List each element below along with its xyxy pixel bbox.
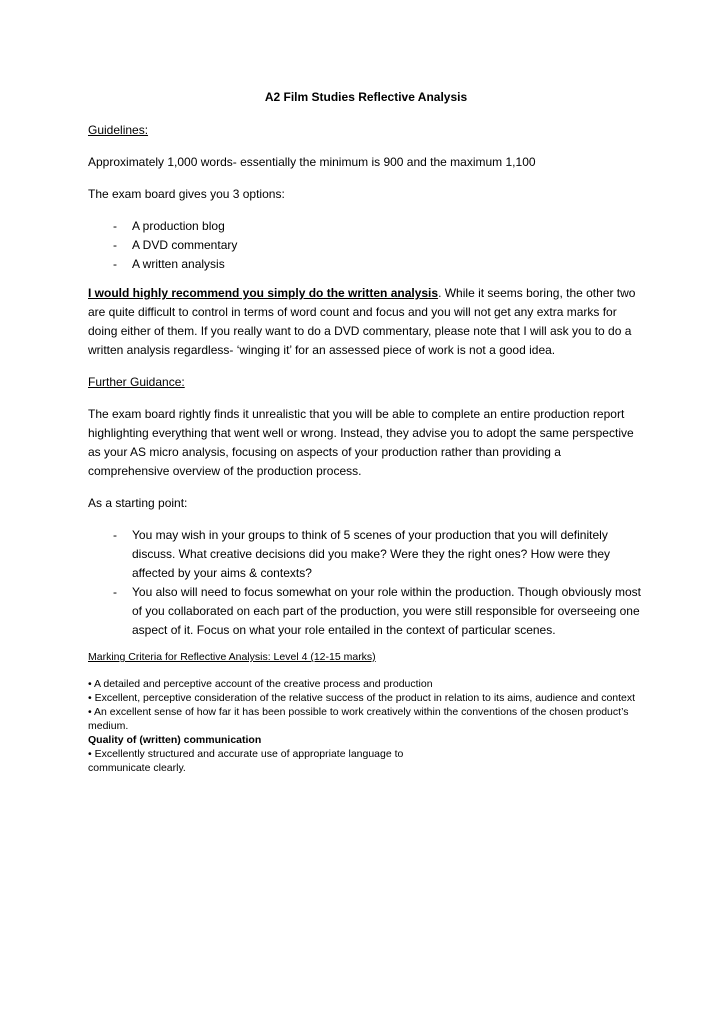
guidelines-heading: Guidelines:	[88, 123, 149, 137]
list-item: - You also will need to focus somewhat on your role within the production. Though obviously most of you collaborated on each part of the production, you were still responsible for overseeing one aspect of it. Focus on what your role entailed in the context of particular scenes.	[113, 585, 641, 637]
further-guidance-heading: Further Guidance:	[88, 375, 185, 389]
points-list	[88, 526, 644, 640]
criteria-item: • A detailed and perceptive account of the creative process and production	[88, 678, 433, 690]
recommendation-text: . While it seems boring, the other two are quite difficult to control in terms of word count and focus and you will not get any extra marks for doing either of them. If you really want to do a DVD commentary, please note that I will ask you to do a written analysis regardless- ‘winging it’ for an assessed piece of work is not a good idea.	[88, 286, 636, 357]
word-count-text: Approximately 1,000 words- essentially the minimum is 900 and the maximum 1,100	[88, 155, 536, 169]
list-item: - A production blog	[113, 219, 225, 233]
options-list	[88, 217, 644, 274]
qwc-text: • Excellently structured and accurate use of appropriate language to communicate clearly.	[88, 748, 404, 774]
criteria-item: • Excellent, perceptive consideration of the relative success of the product in relation to its aims, audience and context	[88, 692, 636, 704]
criteria-item: • An excellent sense of how far it has been possible to work creatively within the conventions of the chosen product’s medium.	[88, 706, 629, 732]
list-item: - You may wish in your groups to think of 5 scenes of your production that you will definitely discuss. What creative decisions did you make? Were they the right ones? How were they affected by your aims & contexts?	[113, 528, 611, 580]
options-intro: The exam board gives you 3 options:	[88, 187, 285, 201]
criteria-heading: Marking Criteria for Reflective Analysis: Level 4 (12-15 marks)	[88, 651, 376, 663]
recommendation-bold: I would highly recommend you simply do the written analysis	[88, 286, 439, 300]
list-item: - A written analysis	[113, 257, 225, 271]
page-title: A2 Film Studies Reflective Analysis	[264, 90, 468, 104]
further-guidance-text: The exam board rightly finds it unrealistic that you will be able to complete an entire production report highlighting everything that went well or wrong. Instead, they advise you to adopt the same perspective as your AS micro analysis, focusing on aspects of your production rather than providing a comprehensive overview of the production process.	[88, 407, 634, 478]
starting-point-text: As a starting point:	[88, 496, 188, 510]
recommendation-paragraph	[88, 284, 644, 360]
list-item: - A DVD commentary	[113, 238, 238, 252]
qwc-heading: Quality of (written) communication	[88, 734, 262, 746]
